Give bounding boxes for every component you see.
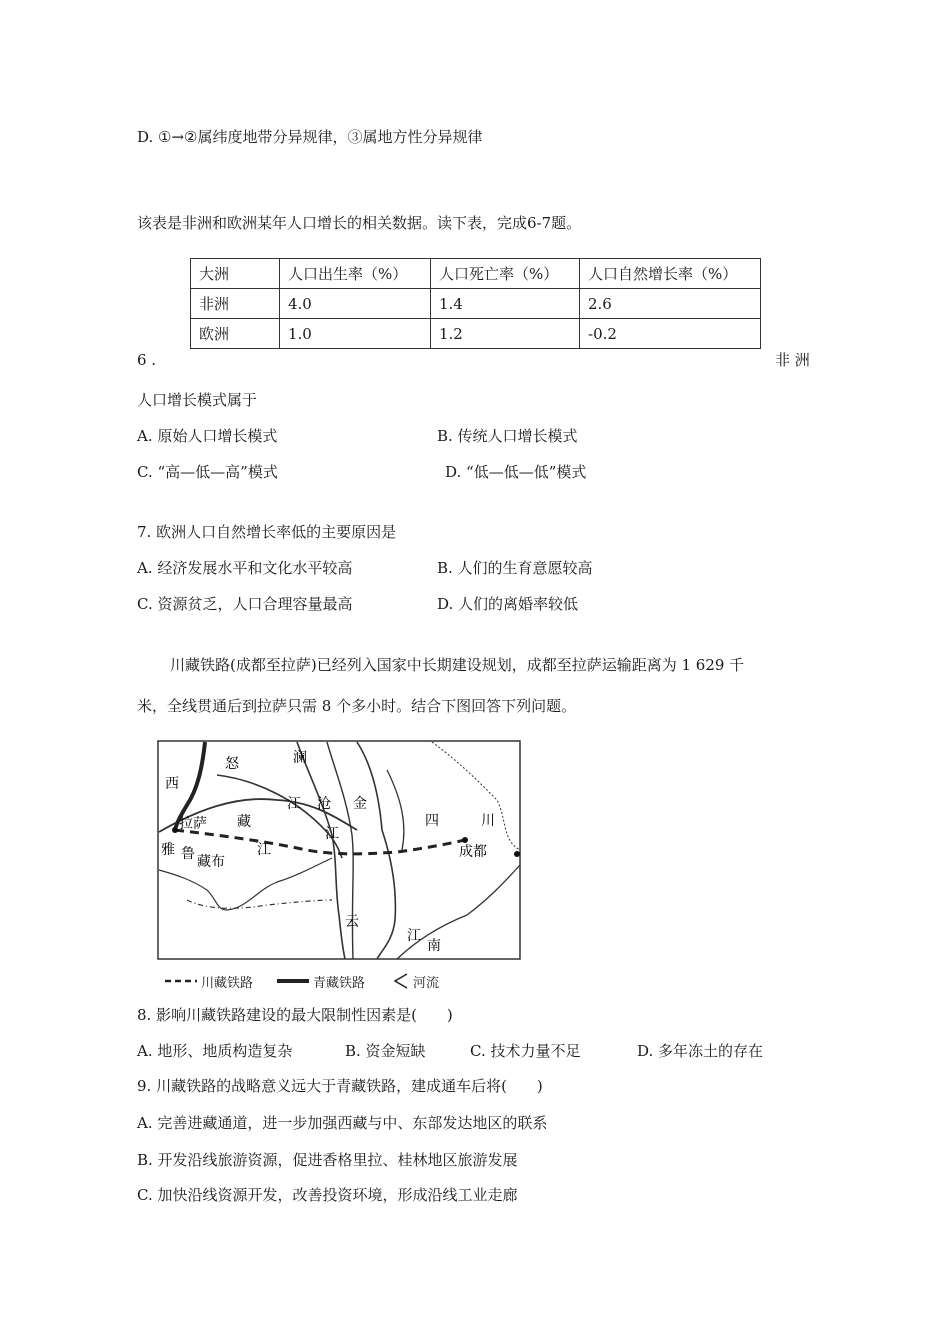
q9-option-a[interactable]: A. 完善进藏通道，进一步加强西藏与中、东部发达地区的联系 <box>137 1114 548 1132</box>
q6-option-a[interactable]: A. 原始人口增长模式 <box>137 427 278 445</box>
q9-option-c[interactable]: C. 加快沿线资源开发，改善投资环境，形成沿线工业走廊 <box>137 1186 518 1204</box>
q7-option-a[interactable]: A. 经济发展水平和文化水平较高 <box>137 559 353 577</box>
table-header: 人口出生率（%） <box>280 259 431 289</box>
map-label-xi: 西 <box>165 776 179 792</box>
q5-option-d: D. ①→②属纬度地带分异规律，③属地方性分异规律 <box>137 128 483 146</box>
table-header-row <box>191 259 761 289</box>
map-label-lu: 鲁 <box>181 846 195 862</box>
q7-option-d[interactable]: D. 人们的离婚率较低 <box>437 595 579 613</box>
q8-option-c[interactable]: C. 技术力量不足 <box>470 1042 581 1060</box>
map-legend <box>157 968 521 994</box>
table-header: 人口自然增长率（%） <box>580 259 761 289</box>
map-label-jiang: 江 <box>407 928 421 944</box>
map-label-nan: 南 <box>427 938 441 954</box>
map-label-si: 四 <box>425 813 439 829</box>
map-label-zangbu: 藏布 <box>197 854 225 870</box>
chengdu-dot <box>462 837 468 843</box>
q8-stem: 8. 影响川藏铁路建设的最大限制性因素是( ) <box>137 1006 453 1024</box>
population-table <box>190 258 761 349</box>
table-header: 人口死亡率（%） <box>431 259 580 289</box>
q8-option-b[interactable]: B. 资金短缺 <box>345 1042 426 1060</box>
q9-option-b[interactable]: B. 开发沿线旅游资源，促进香格里拉、桂林地区旅游发展 <box>137 1151 518 1169</box>
table-cell: 1.2 <box>431 319 580 349</box>
map-label-ya: 雅 <box>161 842 175 858</box>
q7-option-b[interactable]: B. 人们的生育意愿较高 <box>437 559 593 577</box>
q6-option-c[interactable]: C. “高—低—高”模式 <box>137 463 278 481</box>
legend-river-symbol <box>395 974 407 988</box>
intro-6-7: 该表是非洲和欧洲某年人口增长的相关数据。读下表，完成6-7题。 <box>137 214 582 232</box>
intro-8-9-line2: 米，全线贯通后到拉萨只需 8 个多小时。结合下图回答下列问题。 <box>137 697 577 715</box>
railway-map <box>157 740 521 988</box>
map-label-zang: 藏 <box>237 814 251 830</box>
map-label-jin: 金 <box>353 796 367 812</box>
intro-8-9-line1: 川藏铁路(成都至拉萨)已经列入国家中长期建设规划，成都至拉萨运输距离为 1 629 千 <box>170 656 745 674</box>
q7-option-c[interactable]: C. 资源贫乏，人口合理容量最高 <box>137 595 353 613</box>
q6-stem-tail: 非 洲 <box>775 351 810 369</box>
q7-stem: 7. 欧洲人口自然增长率低的主要原因是 <box>137 523 397 541</box>
map-label-jiang: 江 <box>257 842 271 858</box>
table-cell: 非洲 <box>191 289 280 319</box>
table-cell: 1.4 <box>431 289 580 319</box>
map-label-lasa: 拉萨 <box>179 816 207 832</box>
q6-option-d[interactable]: D. “低—低—低”模式 <box>445 463 587 481</box>
table-cell: 欧洲 <box>191 319 280 349</box>
q8-option-d[interactable]: D. 多年冻土的存在 <box>637 1042 764 1060</box>
table-row <box>191 289 761 319</box>
table-header: 大洲 <box>191 259 280 289</box>
map-label-cang: 沧 <box>317 796 331 812</box>
map-label-chengdu: 成都 <box>459 844 487 860</box>
map-label-jiang: 江 <box>287 796 301 812</box>
city-dot <box>514 851 520 857</box>
table-row <box>191 319 761 349</box>
q9-stem: 9. 川藏铁路的战略意义远大于青藏铁路，建成通车后将( ) <box>137 1077 543 1095</box>
table-cell: 4.0 <box>280 289 431 319</box>
legend-chuanzang-label: 川藏铁路 <box>201 976 254 991</box>
table-cell: -0.2 <box>580 319 761 349</box>
map-label-nu: 怒 <box>225 756 239 772</box>
q6-number: 6 . <box>137 351 157 369</box>
legend-river-label: 河流 <box>413 976 440 991</box>
map-label-chuan: 川 <box>481 813 495 829</box>
map-label-jiang: 江 <box>325 826 339 842</box>
table-cell: 2.6 <box>580 289 761 319</box>
q8-option-a[interactable]: A. 地形、地质构造复杂 <box>137 1042 293 1060</box>
map-label-lan: 澜 <box>293 750 307 766</box>
q6-stem: 人口增长模式属于 <box>137 391 258 409</box>
lasa-dot <box>172 827 178 833</box>
legend-qingzang-label: 青藏铁路 <box>313 976 366 991</box>
table-cell: 1.0 <box>280 319 431 349</box>
map-label-yun: 云 <box>345 914 359 930</box>
q6-option-b[interactable]: B. 传统人口增长模式 <box>437 427 578 445</box>
